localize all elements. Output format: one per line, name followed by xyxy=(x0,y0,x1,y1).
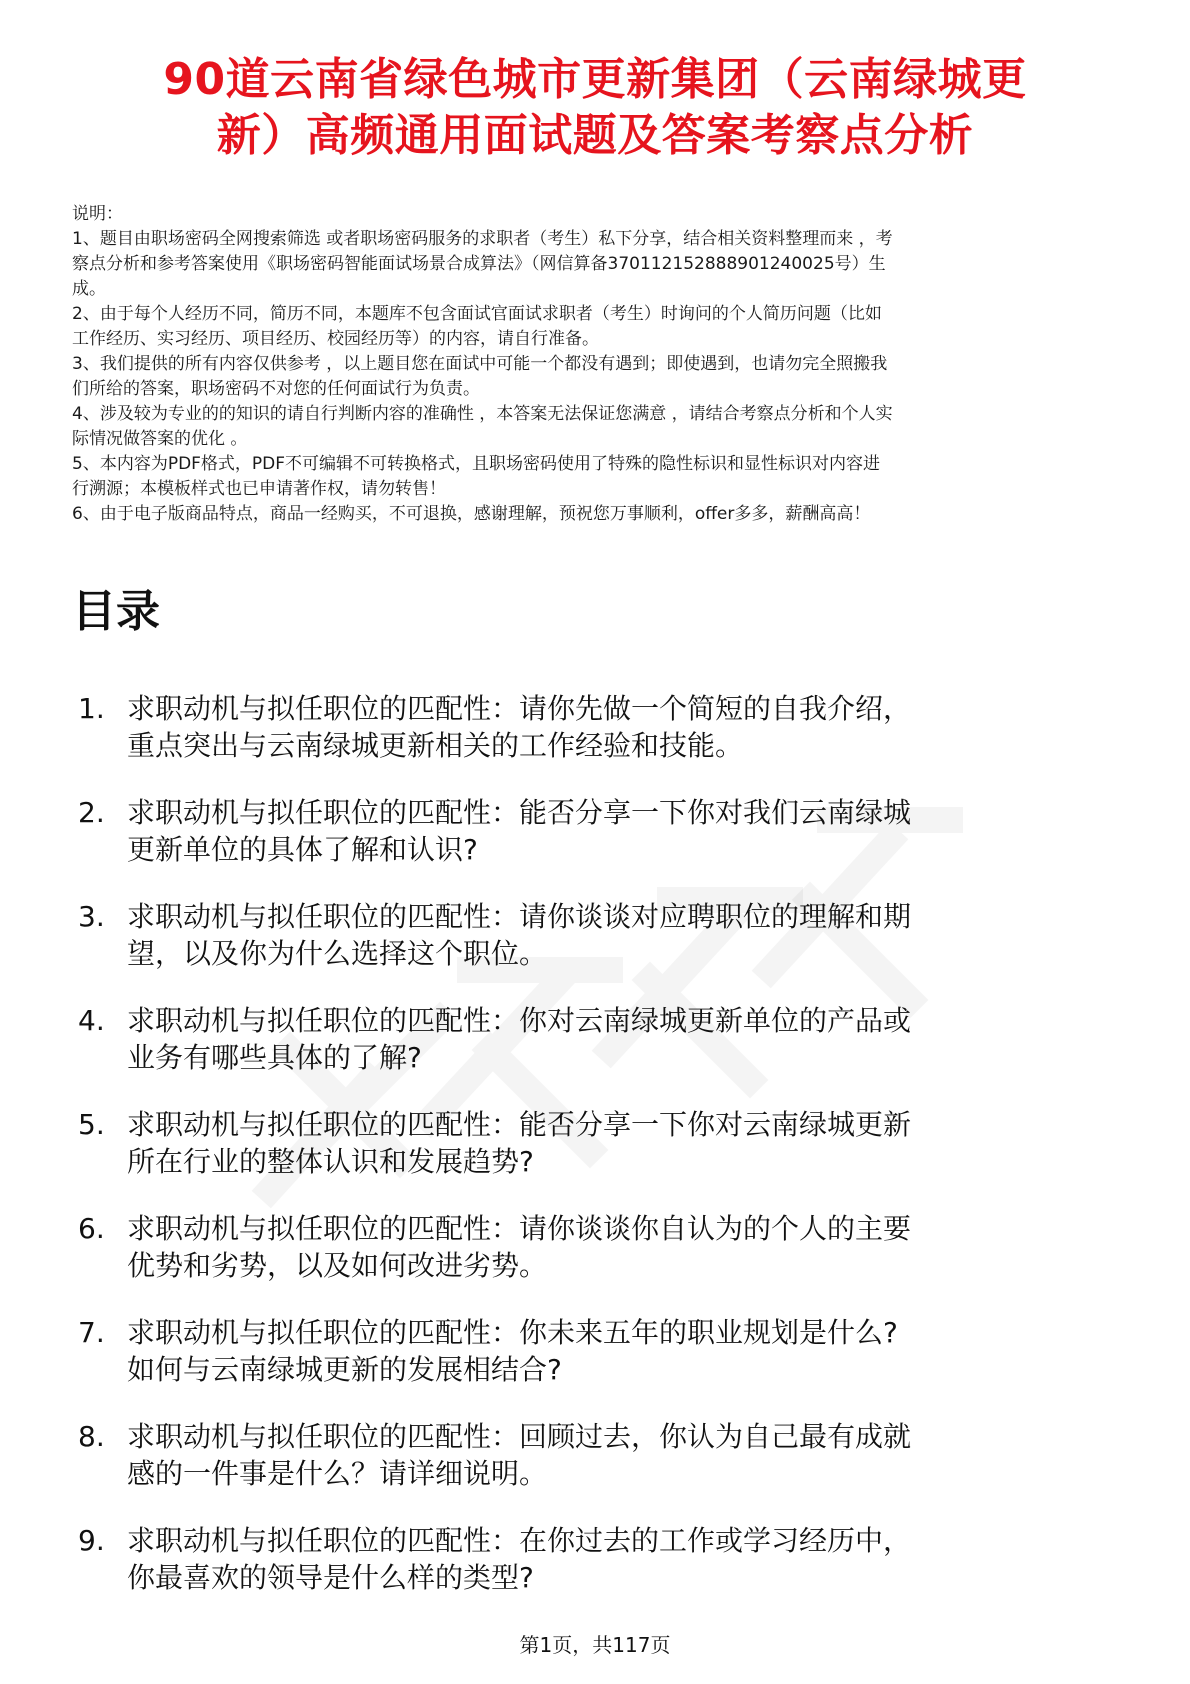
instructions-block xyxy=(72,202,1120,527)
toc-item-number: 9. xyxy=(78,1524,105,1557)
toc-item-line: 求职动机与拟任职位的匹配性：在你过去的工作或学习经历中， xyxy=(127,1524,912,1557)
toc-item[interactable] xyxy=(72,1002,1122,1106)
toc-item[interactable] xyxy=(72,690,1122,794)
toc-item-number: 7. xyxy=(78,1316,105,1349)
toc-item-number: 4. xyxy=(78,1004,105,1037)
toc-item[interactable] xyxy=(72,1210,1122,1314)
toc-item-number: 8. xyxy=(78,1420,105,1453)
toc-item-text xyxy=(127,898,1127,972)
toc-item-text xyxy=(127,1418,1127,1492)
toc-item[interactable] xyxy=(72,1522,1122,1626)
note-line: 2、由于每个人经历不同，简历不同，本题库不包含面试官面试求职者（考生）时询问的个人简历问题（比如 xyxy=(72,304,882,324)
toc-item-line: 优势和劣势，以及如何改进劣势。 xyxy=(127,1249,548,1282)
toc-item-line: 你最喜欢的领导是什么样的类型? xyxy=(127,1561,534,1594)
toc-item-line: 求职动机与拟任职位的匹配性：你对云南绿城更新单位的产品或 xyxy=(127,1004,912,1037)
page-number: 第1页，共117页 xyxy=(519,1633,671,1657)
note-line: 们所给的答案，职场密码不对您的任何面试行为负责。 xyxy=(72,379,480,399)
toc-item-text xyxy=(127,1106,1127,1180)
toc-item-number: 6. xyxy=(78,1212,105,1245)
toc-item-line: 求职动机与拟任职位的匹配性：能否分享一下你对云南绿城更新 xyxy=(127,1108,912,1141)
toc-item-number: 2. xyxy=(78,796,105,829)
toc-item-text xyxy=(127,1210,1127,1284)
toc-item-text xyxy=(127,690,1127,764)
toc-item-number: 1. xyxy=(78,692,105,725)
toc-item-number: 5. xyxy=(78,1108,105,1141)
toc-item-number: 3. xyxy=(78,900,105,933)
toc-heading: 目录 xyxy=(72,586,160,637)
note-line: 6、由于电子版商品特点，商品一经购买，不可退换，感谢理解，预祝您万事顺利，offer多多，薪酬高高！ xyxy=(72,504,871,524)
toc-item-text xyxy=(127,1522,1127,1596)
toc-item-line: 重点突出与云南绿城更新相关的工作经验和技能。 xyxy=(127,729,744,762)
toc-item[interactable] xyxy=(72,1418,1122,1522)
toc-item-line: 更新单位的具体了解和认识? xyxy=(127,833,478,866)
toc-item[interactable] xyxy=(72,1314,1122,1418)
note-line: 1、题目由职场密码全网搜索筛选 或者职场密码服务的求职者（考生）私下分享，结合相关资料整理而来 ，考 xyxy=(72,229,893,249)
toc-item-text xyxy=(127,794,1127,868)
notes-heading: 说明： xyxy=(72,204,123,224)
toc-item-line: 求职动机与拟任职位的匹配性：你未来五年的职业规划是什么? xyxy=(127,1316,898,1349)
table-of-contents xyxy=(72,690,1122,1626)
toc-item-line: 所在行业的整体认识和发展趋势? xyxy=(127,1145,534,1178)
note-line: 际情况做答案的优化 。 xyxy=(72,429,248,449)
toc-item-line: 业务有哪些具体的了解? xyxy=(127,1041,422,1074)
toc-item[interactable] xyxy=(72,794,1122,898)
toc-item-text xyxy=(127,1314,1127,1388)
toc-item-line: 求职动机与拟任职位的匹配性：能否分享一下你对我们云南绿城 xyxy=(127,796,912,829)
toc-item[interactable] xyxy=(72,1106,1122,1210)
title-line-1: 90道云南省绿色城市更新集团（云南绿城更 xyxy=(163,54,1027,105)
note-line: 5、本内容为PDF格式，PDF不可编辑不可转换格式，且职场密码使用了特殊的隐性标识和显性标识对内容进 xyxy=(72,454,881,474)
toc-item-line: 如何与云南绿城更新的发展相结合? xyxy=(127,1353,562,1386)
toc-item-line: 望，以及你为什么选择这个职位。 xyxy=(127,937,548,970)
toc-item[interactable] xyxy=(72,898,1122,1002)
toc-item-line: 求职动机与拟任职位的匹配性：请你谈谈对应聘职位的理解和期 xyxy=(127,900,912,933)
title-line-2: 新）高频通用面试题及答案考察点分析 xyxy=(216,110,974,161)
toc-item-text xyxy=(127,1002,1127,1076)
note-line: 4、涉及较为专业的的知识的请自行判断内容的准确性 ，本答案无法保证您满意 ，请结合考察点分析和个人实 xyxy=(72,404,893,424)
document-title xyxy=(80,52,1110,164)
note-line: 工作经历、实习经历、项目经历、校园经历等）的内容，请自行准备。 xyxy=(72,329,599,349)
toc-item-line: 求职动机与拟任职位的匹配性：请你谈谈你自认为的个人的主要 xyxy=(127,1212,912,1245)
note-line: 成。 xyxy=(72,279,106,299)
toc-item-line: 感的一件事是什么？请详细说明。 xyxy=(127,1457,548,1490)
toc-item-line: 求职动机与拟任职位的匹配性：回顾过去，你认为自己最有成就 xyxy=(127,1420,912,1453)
toc-item-line: 求职动机与拟任职位的匹配性：请你先做一个简短的自我介绍， xyxy=(127,692,912,725)
note-line: 行溯源；本模板样式也已申请著作权，请勿转售！ xyxy=(72,479,446,499)
note-line: 3、我们提供的所有内容仅供参考 ，以上题目您在面试中可能一个都没有遇到；即使遇到，也请勿完全照搬我 xyxy=(72,354,888,374)
note-line: 察点分析和参考答案使用《职场密码智能面试场景合成算法》（网信算备370112152888901240025号）生 xyxy=(72,254,886,274)
